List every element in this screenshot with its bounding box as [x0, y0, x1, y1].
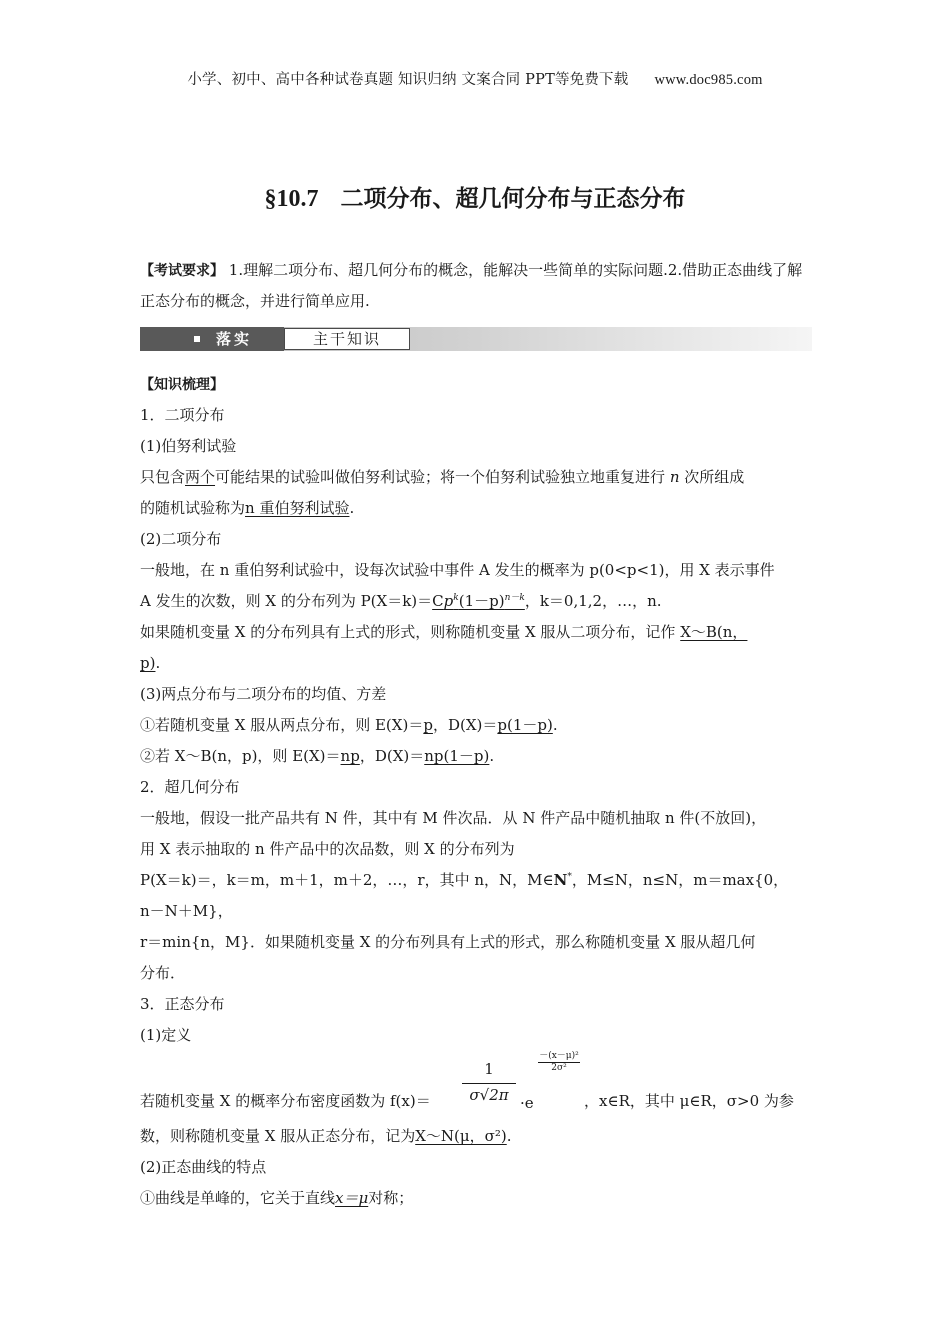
paragraph-line: 一般地，在 n 重伯努利试验中，设每次试验中事件 A 发生的概率为 p(0<p<1)，用 X 表示事件 — [140, 561, 775, 579]
section-number: §10.7 — [264, 186, 319, 212]
section-title: 二项分布、超几何分布与正态分布 — [340, 186, 686, 212]
paragraph-line — [140, 1121, 812, 1152]
answer-blank: X～B(n， — [680, 623, 748, 641]
answer-blank: p) — [140, 654, 156, 672]
answer-blank: np — [340, 747, 360, 765]
paragraph-line: r＝min{n，M}．如果随机变量 X 的分布列具有上式的形式，那么称随机变量 X 服从超几何 — [140, 933, 756, 951]
section-banner — [140, 327, 812, 351]
text-span: 只包含 — [140, 468, 186, 486]
paragraph-line — [140, 586, 812, 617]
header-text: 小学、初中、高中各种试卷真题 知识归纳 文案合同 PPT等免费下载 — [187, 72, 629, 88]
requirements-text: 1.理解二项分布、超几何分布的概念，能解决一些简单的实际问题.2.借助正态曲线了解正态分布的概念，并进行简单应用. — [140, 261, 803, 310]
text-span: P(X＝k)＝，k＝m，m＋1，m＋2，…，r，其中 n，N，M∈ — [140, 871, 554, 889]
paragraph-line — [140, 1183, 812, 1214]
answer-blank: n 重伯努利试验 — [245, 499, 350, 517]
paragraph-line — [140, 865, 812, 896]
answer-blank: X～N(μ，σ²) — [415, 1127, 507, 1145]
text-span: ①曲线是单峰的，它关于直线 — [140, 1189, 336, 1207]
paragraph-line — [140, 493, 812, 524]
banner-light-label: 主干知识 — [284, 328, 410, 350]
paragraph-line: 分布． — [140, 964, 186, 982]
text-span: (1－p) — [458, 592, 505, 610]
superscript: n－k — [504, 593, 525, 603]
answer-blank — [432, 592, 525, 610]
text-span: n — [669, 468, 680, 486]
text-span: . — [489, 747, 495, 765]
text-span: ，k＝0,1,2，…，n. — [524, 592, 662, 610]
paragraph-line — [140, 741, 812, 772]
heading-normal: 3．正态分布 — [140, 995, 225, 1013]
paragraph-line: 用 X 表示抽取的 n 件产品中的次品数，则 X 的分布列为 — [140, 840, 515, 858]
text-span: 如果随机变量 X 的分布列具有上式的形式，则称随机变量 X 服从二项分布，记作 — [140, 623, 676, 641]
heading-hypergeometric: 2．超几何分布 — [140, 778, 240, 796]
text-span: A 发生的次数，则 X 的分布列为 P(X＝k)＝ — [140, 592, 433, 610]
paragraph-line — [140, 710, 812, 741]
exponent-numerator: －(x－μ)² — [539, 1051, 579, 1061]
text-span: 若随机变量 X 的概率分布密度函数为 f(x)＝ — [140, 1092, 431, 1110]
subheading-definition: (1)定义 — [140, 1026, 192, 1044]
paragraph-line: 一般地，假设一批产品共有 N 件，其中有 M 件次品．从 N 件产品中随机抽取 n 件(不放回)， — [140, 809, 767, 827]
text-span: 的随机试验称为 — [140, 499, 246, 517]
subheading-curve-features: (2)正态曲线的特点 — [140, 1158, 267, 1176]
page-title — [0, 180, 950, 213]
subheading-binomial-distribution: (2)二项分布 — [140, 530, 222, 548]
heading-binomial: 1．二项分布 — [140, 406, 225, 424]
header-url[interactable]: www.doc985.com — [654, 72, 763, 88]
text-span: 数，则称随机变量 X 服从正态分布，记为 — [140, 1127, 416, 1145]
paragraph-line — [140, 648, 812, 679]
exponential-base: ·e — [520, 1094, 534, 1112]
text-span: ①若随机变量 X 服从两点分布，则 E(X)＝ — [140, 716, 424, 734]
text-span: ，x∈R，其中 μ∈R，σ>0 为参 — [584, 1092, 794, 1110]
text-span: 对称； — [368, 1189, 414, 1207]
subheading-mean-variance: (3)两点分布与二项分布的均值、方差 — [140, 685, 387, 703]
exponent — [538, 1051, 580, 1074]
square-bullet-icon — [194, 336, 200, 342]
paragraph-line: n－N＋M}， — [140, 902, 233, 920]
text-span: ，D(X)＝ — [432, 716, 498, 734]
text-span: p — [443, 592, 454, 610]
answer-blank: 两个 — [185, 468, 216, 486]
banner-dark — [140, 327, 284, 351]
text-span: . — [155, 654, 161, 672]
text-span: 可能结果的试验叫做伯努利试验；将一个伯努利试验独立地重复进行 — [215, 468, 666, 486]
text-span: 次所组成 — [684, 468, 745, 486]
answer-blank: np(1－p) — [424, 747, 490, 765]
requirements-tag: 【考试要求】 — [140, 263, 224, 279]
paragraph-line — [140, 617, 812, 648]
fraction-denominator: σ√2π — [469, 1086, 509, 1104]
paragraph-line — [140, 462, 812, 493]
answer-blank: p(1－p) — [497, 716, 553, 734]
text-span: C — [432, 592, 444, 610]
text-span: . — [506, 1127, 512, 1145]
fraction-numerator: 1 — [462, 1059, 516, 1084]
text-span: ，D(X)＝ — [359, 747, 425, 765]
subheading-bernoulli: (1)伯努利试验 — [140, 437, 237, 455]
answer-blank: x＝μ — [335, 1189, 369, 1207]
superscript: * — [567, 872, 572, 882]
text-span: . — [349, 499, 355, 517]
superscript: k — [453, 593, 459, 603]
banner-dark-label: 落实 — [216, 330, 253, 348]
text-span: ②若 X～B(n，p)，则 E(X)＝ — [140, 747, 341, 765]
page-header — [0, 68, 950, 89]
text-span: ，M≤N，n≤N，m＝max{0， — [571, 871, 789, 889]
exponent-denominator: 2σ² — [551, 1063, 567, 1073]
knowledge-tag: 【知识梳理】 — [140, 377, 224, 393]
text-span: . — [552, 716, 558, 734]
knowledge-body — [140, 369, 812, 1214]
fraction — [462, 1059, 516, 1106]
answer-blank: p — [423, 716, 433, 734]
text-span: N — [553, 871, 568, 889]
density-formula-line — [140, 1051, 812, 1121]
exam-requirements — [140, 255, 812, 316]
